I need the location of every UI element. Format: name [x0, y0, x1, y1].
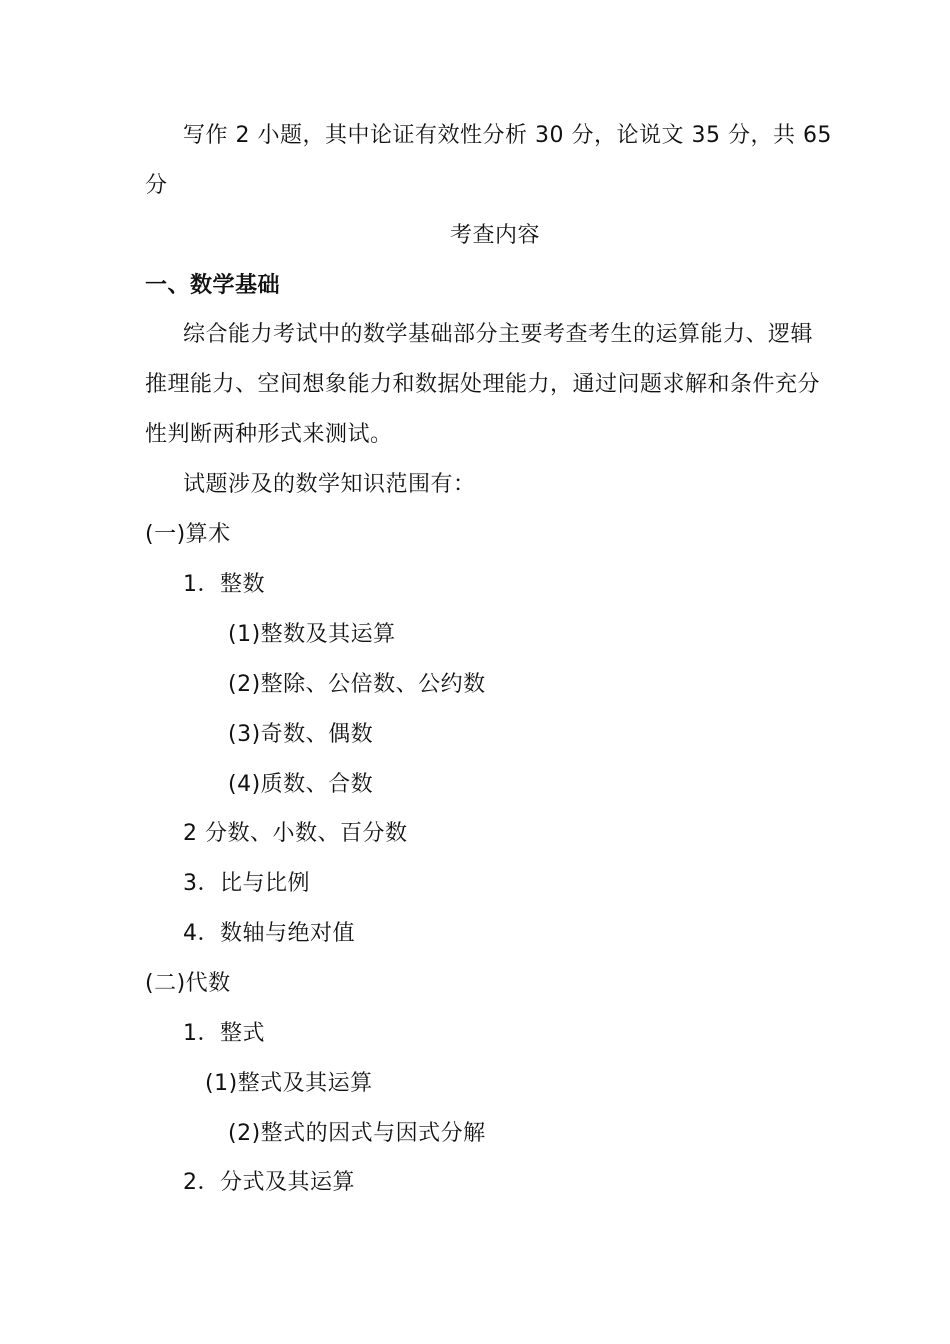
section-title: 考查内容 — [450, 223, 541, 248]
list-item-fractions: 2 分数、小数、百分数 — [183, 821, 408, 846]
sub-item-polynomial-ops: (1)整式及其运算 — [205, 1071, 373, 1096]
sub-item-factorization: (2)整式的因式与因式分解 — [228, 1121, 486, 1146]
intro-line-1: 写作 2 小题，其中论证有效性分析 30 分，论说文 35 分，共 65 — [183, 123, 832, 148]
heading-arithmetic: (一)算术 — [145, 522, 231, 547]
sub-item-odd-even: (3)奇数、偶数 — [228, 722, 374, 747]
paragraph-1-line-1: 综合能力考试中的数学基础部分主要考查考生的运算能力、逻辑 — [183, 322, 814, 347]
list-item-integers: 1．整数 — [183, 572, 265, 597]
list-item-ratio: 3．比与比例 — [183, 871, 310, 896]
list-item-number-line: 4．数轴与绝对值 — [183, 921, 355, 946]
paragraph-2: 试题涉及的数学知识范围有： — [183, 472, 476, 497]
heading-algebra: (二)代数 — [145, 971, 231, 996]
sub-item-divisibility: (2)整除、公倍数、公约数 — [228, 672, 486, 697]
list-item-rational-expressions: 2．分式及其运算 — [183, 1170, 355, 1195]
intro-line-2: 分 — [145, 173, 168, 198]
paragraph-1-line-2: 推理能力、空间想象能力和数据处理能力，通过问题求解和条件充分 — [145, 372, 821, 397]
sub-item-integer-ops: (1)整数及其运算 — [228, 622, 396, 647]
list-item-polynomials: 1．整式 — [183, 1021, 265, 1046]
paragraph-1-line-3: 性判断两种形式来测试。 — [145, 422, 393, 447]
sub-item-prime-composite: (4)质数、合数 — [228, 772, 374, 797]
heading-math-basics: 一、数学基础 — [145, 273, 281, 298]
